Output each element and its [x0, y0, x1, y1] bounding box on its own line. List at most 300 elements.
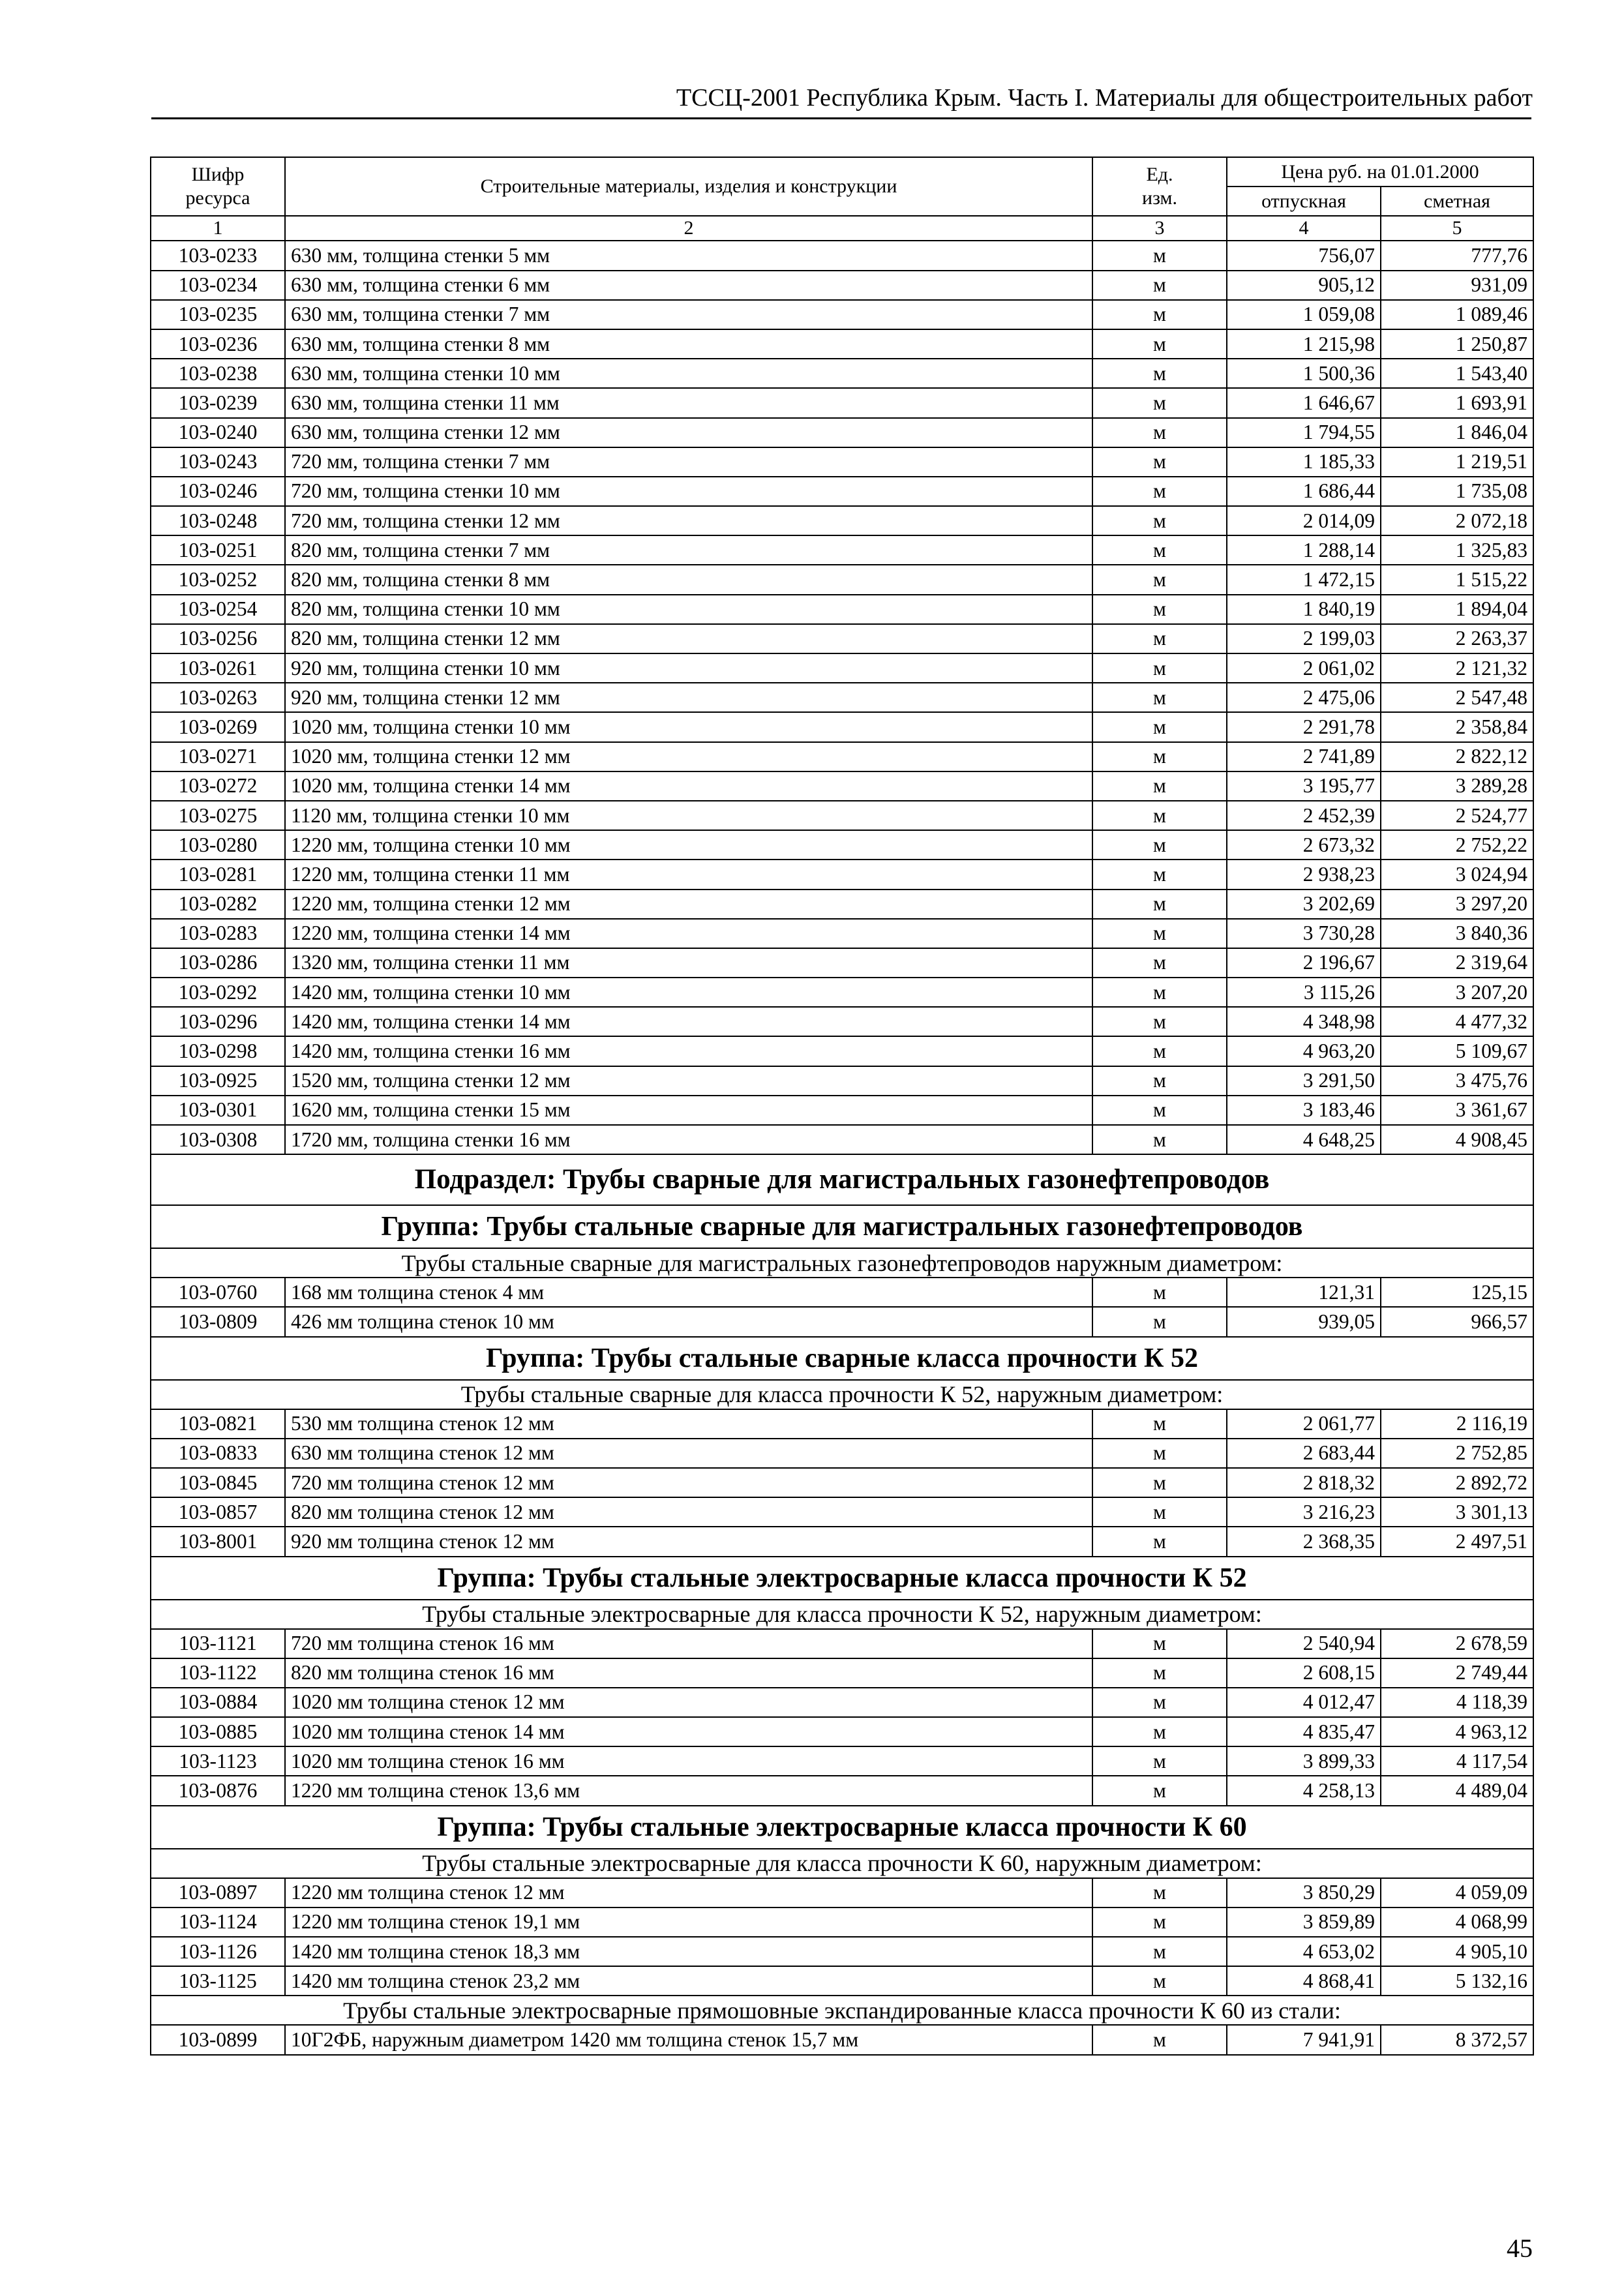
material-name: 820 мм толщина стенок 12 мм — [285, 1497, 1092, 1527]
unit: м — [1092, 1908, 1227, 1937]
resource-code: 103-0897 — [151, 1878, 285, 1908]
release-price: 2 291,78 — [1227, 712, 1381, 741]
resource-code: 103-0286 — [151, 948, 285, 978]
table-row — [151, 1125, 1533, 1154]
material-name: 1420 мм, толщина стенки 16 мм — [285, 1036, 1092, 1066]
table-row — [151, 919, 1533, 948]
unit: м — [1092, 1096, 1227, 1125]
material-name: 1220 мм толщина стенок 19,1 мм — [285, 1908, 1092, 1937]
unit: м — [1092, 1007, 1227, 1036]
table-row — [151, 653, 1533, 683]
unit: м — [1092, 1776, 1227, 1805]
release-price: 1 500,36 — [1227, 359, 1381, 388]
resource-code: 103-0280 — [151, 830, 285, 860]
estimate-price: 1 325,83 — [1381, 535, 1533, 565]
estimate-price: 4 905,10 — [1381, 1937, 1533, 1966]
estimate-price: 2 116,19 — [1381, 1409, 1533, 1439]
price-table — [150, 157, 1534, 2056]
col-number: 3 — [1092, 216, 1227, 241]
release-price: 3 195,77 — [1227, 771, 1381, 801]
table-row — [151, 742, 1533, 771]
material-name: 920 мм толщина стенок 12 мм — [285, 1527, 1092, 1556]
resource-code: 103-0243 — [151, 447, 285, 477]
estimate-price: 3 361,67 — [1381, 1096, 1533, 1125]
material-name: 1020 мм толщина стенок 14 мм — [285, 1717, 1092, 1746]
material-name: 630 мм, толщина стенки 7 мм — [285, 300, 1092, 329]
group-heading: Группа: Трубы стальные электросварные класса прочности К 52 — [151, 1557, 1533, 1600]
col-number: 1 — [151, 216, 285, 241]
release-price: 3 899,33 — [1227, 1746, 1381, 1776]
resource-code: 103-0272 — [151, 771, 285, 801]
resource-code: 103-0248 — [151, 506, 285, 535]
group-heading-row — [151, 1205, 1533, 1248]
unit: м — [1092, 1937, 1227, 1966]
release-price: 7 941,91 — [1227, 2025, 1381, 2054]
price-table-header — [151, 157, 1533, 241]
estimate-price: 966,57 — [1381, 1307, 1533, 1336]
estimate-price: 4 117,54 — [1381, 1746, 1533, 1776]
estimate-price: 4 068,99 — [1381, 1908, 1533, 1937]
resource-code: 103-8001 — [151, 1527, 285, 1556]
col-number: 5 — [1381, 216, 1533, 241]
table-row — [151, 1468, 1533, 1497]
unit: м — [1092, 329, 1227, 359]
unit: м — [1092, 712, 1227, 741]
estimate-price: 2 121,32 — [1381, 653, 1533, 683]
release-price: 4 012,47 — [1227, 1688, 1381, 1717]
resource-code: 103-1121 — [151, 1629, 285, 1658]
table-row — [151, 1717, 1533, 1746]
page-header-title: ТССЦ-2001 Республика Крым. Часть I. Материалы для общестроительных работ — [676, 84, 1533, 112]
release-price: 1 215,98 — [1227, 329, 1381, 359]
table-row — [151, 801, 1533, 830]
release-price: 3 115,26 — [1227, 978, 1381, 1007]
release-price: 2 741,89 — [1227, 742, 1381, 771]
release-price: 2 608,15 — [1227, 1658, 1381, 1688]
material-name: 820 мм, толщина стенки 12 мм — [285, 624, 1092, 653]
estimate-price: 2 263,37 — [1381, 624, 1533, 653]
resource-code: 103-0252 — [151, 565, 285, 594]
release-price: 2 368,35 — [1227, 1527, 1381, 1556]
estimate-price: 3 840,36 — [1381, 919, 1533, 948]
resource-code: 103-0885 — [151, 1717, 285, 1746]
unit: м — [1092, 683, 1227, 712]
estimate-price: 2 678,59 — [1381, 1629, 1533, 1658]
release-price: 4 963,20 — [1227, 1036, 1381, 1066]
material-name: 1220 мм толщина стенок 12 мм — [285, 1878, 1092, 1908]
estimate-price: 2 072,18 — [1381, 506, 1533, 535]
price-table-body — [151, 241, 1533, 2054]
material-name: 1420 мм толщина стенок 18,3 мм — [285, 1937, 1092, 1966]
material-name: 720 мм, толщина стенки 7 мм — [285, 447, 1092, 477]
resource-code: 103-0275 — [151, 801, 285, 830]
resource-code: 103-0308 — [151, 1125, 285, 1154]
table-row — [151, 1278, 1533, 1307]
group-heading-row — [151, 1806, 1533, 1849]
estimate-price: 2 524,77 — [1381, 801, 1533, 830]
table-row — [151, 477, 1533, 506]
group-note-row — [151, 1600, 1533, 1629]
estimate-price: 1 219,51 — [1381, 447, 1533, 477]
unit: м — [1092, 1658, 1227, 1688]
table-row — [151, 1307, 1533, 1336]
material-name: 820 мм толщина стенок 16 мм — [285, 1658, 1092, 1688]
group-note: Трубы стальные электросварные прямошовные экспандированные класса прочности К 60 из стали: — [151, 1996, 1533, 2025]
resource-code: 103-0234 — [151, 271, 285, 300]
resource-code: 103-0261 — [151, 653, 285, 683]
group-note: Трубы стальные сварные для магистральных газонефтепроводов наружным диаметром: — [151, 1248, 1533, 1278]
estimate-price: 1 250,87 — [1381, 329, 1533, 359]
resource-code: 103-0239 — [151, 388, 285, 417]
release-price: 1 646,67 — [1227, 388, 1381, 417]
material-name: 530 мм толщина стенок 12 мм — [285, 1409, 1092, 1439]
table-row — [151, 329, 1533, 359]
resource-code: 103-0876 — [151, 1776, 285, 1805]
estimate-price: 2 749,44 — [1381, 1658, 1533, 1688]
release-price: 1 472,15 — [1227, 565, 1381, 594]
estimate-price: 4 908,45 — [1381, 1125, 1533, 1154]
resource-code: 103-0269 — [151, 712, 285, 741]
material-name: 820 мм, толщина стенки 10 мм — [285, 595, 1092, 624]
unit: м — [1092, 1878, 1227, 1908]
material-name: 10Г2ФБ, наружным диаметром 1420 мм толщина стенок 15,7 мм — [285, 2025, 1092, 2054]
release-price: 3 183,46 — [1227, 1096, 1381, 1125]
unit: м — [1092, 919, 1227, 948]
estimate-price: 2 547,48 — [1381, 683, 1533, 712]
unit: м — [1092, 1629, 1227, 1658]
estimate-price: 931,09 — [1381, 271, 1533, 300]
table-row — [151, 860, 1533, 889]
resource-code: 103-0283 — [151, 919, 285, 948]
resource-code: 103-0281 — [151, 860, 285, 889]
material-name: 820 мм, толщина стенки 8 мм — [285, 565, 1092, 594]
material-name: 1420 мм, толщина стенки 14 мм — [285, 1007, 1092, 1036]
estimate-price: 4 489,04 — [1381, 1776, 1533, 1805]
estimate-price: 5 132,16 — [1381, 1966, 1533, 1996]
release-price: 121,31 — [1227, 1278, 1381, 1307]
resource-code: 103-0821 — [151, 1409, 285, 1439]
resource-code: 103-1124 — [151, 1908, 285, 1937]
material-name: 630 мм, толщина стенки 11 мм — [285, 388, 1092, 417]
group-note: Трубы стальные сварные для класса прочности К 52, наружным диаметром: — [151, 1380, 1533, 1409]
col-header-price: Цена руб. на 01.01.2000 — [1227, 157, 1533, 187]
estimate-price: 3 207,20 — [1381, 978, 1533, 1007]
estimate-price: 1 693,91 — [1381, 388, 1533, 417]
table-row — [151, 1937, 1533, 1966]
resource-code: 103-0925 — [151, 1066, 285, 1096]
table-row — [151, 1746, 1533, 1776]
resource-code: 103-0298 — [151, 1036, 285, 1066]
unit: м — [1092, 1966, 1227, 1996]
resource-code: 103-0884 — [151, 1688, 285, 1717]
release-price: 2 452,39 — [1227, 801, 1381, 830]
resource-code: 103-0235 — [151, 300, 285, 329]
col-header-unit: Ед. изм. — [1092, 157, 1227, 216]
group-note-row — [151, 1380, 1533, 1409]
resource-code: 103-1125 — [151, 1966, 285, 1996]
table-row — [151, 1066, 1533, 1096]
release-price: 1 185,33 — [1227, 447, 1381, 477]
table-row — [151, 890, 1533, 919]
material-name: 1220 мм, толщина стенки 14 мм — [285, 919, 1092, 948]
material-name: 1020 мм, толщина стенки 12 мм — [285, 742, 1092, 771]
estimate-price: 1 894,04 — [1381, 595, 1533, 624]
release-price: 4 835,47 — [1227, 1717, 1381, 1746]
release-price: 2 475,06 — [1227, 683, 1381, 712]
table-row — [151, 447, 1533, 477]
resource-code: 103-1126 — [151, 1937, 285, 1966]
estimate-price: 777,76 — [1381, 241, 1533, 270]
release-price: 3 202,69 — [1227, 890, 1381, 919]
material-name: 630 мм, толщина стенки 5 мм — [285, 241, 1092, 270]
release-price: 2 196,67 — [1227, 948, 1381, 978]
page-number: 45 — [1507, 2234, 1533, 2263]
estimate-price: 1 846,04 — [1381, 418, 1533, 447]
unit: м — [1092, 1688, 1227, 1717]
material-name: 1220 мм толщина стенок 13,6 мм — [285, 1776, 1092, 1805]
release-price: 939,05 — [1227, 1307, 1381, 1336]
release-price: 3 850,29 — [1227, 1878, 1381, 1908]
release-price: 2 540,94 — [1227, 1629, 1381, 1658]
resource-code: 103-0271 — [151, 742, 285, 771]
subsection-heading: Подраздел: Трубы сварные для магистральных газонефтепроводов — [151, 1154, 1533, 1205]
resource-code: 103-0233 — [151, 241, 285, 270]
estimate-price: 2 752,22 — [1381, 830, 1533, 860]
unit: м — [1092, 1497, 1227, 1527]
unit: м — [1092, 271, 1227, 300]
estimate-price: 5 109,67 — [1381, 1036, 1533, 1066]
resource-code: 103-0263 — [151, 683, 285, 712]
table-row — [151, 300, 1533, 329]
group-heading-row — [151, 1337, 1533, 1380]
resource-code: 103-1122 — [151, 1658, 285, 1688]
estimate-price: 2 892,72 — [1381, 1468, 1533, 1497]
table-row — [151, 271, 1533, 300]
table-row — [151, 2025, 1533, 2054]
resource-code: 103-0236 — [151, 329, 285, 359]
unit: м — [1092, 565, 1227, 594]
table-row — [151, 1409, 1533, 1439]
resource-code: 103-1123 — [151, 1746, 285, 1776]
group-heading: Группа: Трубы стальные электросварные класса прочности К 60 — [151, 1806, 1533, 1849]
material-name: 1020 мм, толщина стенки 14 мм — [285, 771, 1092, 801]
group-note-row — [151, 1996, 1533, 2025]
material-name: 1620 мм, толщина стенки 15 мм — [285, 1096, 1092, 1125]
estimate-price: 3 289,28 — [1381, 771, 1533, 801]
estimate-price: 3 301,13 — [1381, 1497, 1533, 1527]
unit: м — [1092, 300, 1227, 329]
unit: м — [1092, 1125, 1227, 1154]
table-row — [151, 624, 1533, 653]
resource-code: 103-0296 — [151, 1007, 285, 1036]
table-row — [151, 595, 1533, 624]
release-price: 4 258,13 — [1227, 1776, 1381, 1805]
material-name: 1020 мм толщина стенок 12 мм — [285, 1688, 1092, 1717]
release-price: 2 199,03 — [1227, 624, 1381, 653]
material-name: 1420 мм, толщина стенки 10 мм — [285, 978, 1092, 1007]
estimate-price: 1 515,22 — [1381, 565, 1533, 594]
group-heading: Группа: Трубы стальные сварные класса прочности К 52 — [151, 1337, 1533, 1380]
unit: м — [1092, 447, 1227, 477]
estimate-price: 4 118,39 — [1381, 1688, 1533, 1717]
resource-code: 103-0899 — [151, 2025, 285, 2054]
resource-code: 103-0254 — [151, 595, 285, 624]
table-row — [151, 978, 1533, 1007]
unit: м — [1092, 860, 1227, 889]
unit: м — [1092, 1439, 1227, 1468]
resource-code: 103-0251 — [151, 535, 285, 565]
unit: м — [1092, 624, 1227, 653]
unit: м — [1092, 771, 1227, 801]
unit: м — [1092, 1468, 1227, 1497]
unit: м — [1092, 1717, 1227, 1746]
material-name: 720 мм, толщина стенки 10 мм — [285, 477, 1092, 506]
estimate-price: 1 735,08 — [1381, 477, 1533, 506]
unit: м — [1092, 388, 1227, 417]
table-row — [151, 1776, 1533, 1805]
estimate-price: 4 059,09 — [1381, 1878, 1533, 1908]
table-row — [151, 535, 1533, 565]
unit: м — [1092, 978, 1227, 1007]
table-row — [151, 359, 1533, 388]
material-name: 426 мм толщина стенок 10 мм — [285, 1307, 1092, 1336]
table-row — [151, 1036, 1533, 1066]
col-header-code: Шифр ресурса — [151, 157, 285, 216]
estimate-price: 3 297,20 — [1381, 890, 1533, 919]
release-price: 2 014,09 — [1227, 506, 1381, 535]
unit: м — [1092, 1036, 1227, 1066]
release-price: 4 348,98 — [1227, 1007, 1381, 1036]
estimate-price: 2 822,12 — [1381, 742, 1533, 771]
release-price: 2 818,32 — [1227, 1468, 1381, 1497]
release-price: 1 840,19 — [1227, 595, 1381, 624]
material-name: 1020 мм, толщина стенки 10 мм — [285, 712, 1092, 741]
resource-code: 103-0809 — [151, 1307, 285, 1336]
resource-code: 103-0292 — [151, 978, 285, 1007]
release-price: 1 686,44 — [1227, 477, 1381, 506]
material-name: 720 мм толщина стенок 12 мм — [285, 1468, 1092, 1497]
resource-code: 103-0256 — [151, 624, 285, 653]
release-price: 905,12 — [1227, 271, 1381, 300]
resource-code: 103-0301 — [151, 1096, 285, 1125]
unit: м — [1092, 506, 1227, 535]
header-divider — [151, 117, 1531, 119]
estimate-price: 2 497,51 — [1381, 1527, 1533, 1556]
estimate-price: 1 543,40 — [1381, 359, 1533, 388]
release-price: 2 061,77 — [1227, 1409, 1381, 1439]
unit: м — [1092, 1746, 1227, 1776]
col-number: 2 — [285, 216, 1092, 241]
resource-code: 103-0238 — [151, 359, 285, 388]
release-price: 3 859,89 — [1227, 1908, 1381, 1937]
material-name: 630 мм толщина стенок 12 мм — [285, 1439, 1092, 1468]
estimate-price: 2 319,64 — [1381, 948, 1533, 978]
unit: м — [1092, 1307, 1227, 1336]
group-note-row — [151, 1248, 1533, 1278]
estimate-price: 2 358,84 — [1381, 712, 1533, 741]
material-name: 1220 мм, толщина стенки 12 мм — [285, 890, 1092, 919]
resource-code: 103-0845 — [151, 1468, 285, 1497]
unit: м — [1092, 742, 1227, 771]
table-row — [151, 771, 1533, 801]
group-note-row — [151, 1849, 1533, 1878]
estimate-price: 3 475,76 — [1381, 1066, 1533, 1096]
release-price: 2 938,23 — [1227, 860, 1381, 889]
table-row — [151, 388, 1533, 417]
unit: м — [1092, 2025, 1227, 2054]
table-row — [151, 1658, 1533, 1688]
resource-code: 103-0282 — [151, 890, 285, 919]
unit: м — [1092, 1066, 1227, 1096]
col-header-name: Строительные материалы, изделия и конструкции — [285, 157, 1092, 216]
group-note: Трубы стальные электросварные для класса прочности К 60, наружным диаметром: — [151, 1849, 1533, 1878]
material-name: 630 мм, толщина стенки 6 мм — [285, 271, 1092, 300]
unit: м — [1092, 1278, 1227, 1307]
release-price: 1 059,08 — [1227, 300, 1381, 329]
table-row — [151, 1908, 1533, 1937]
material-name: 1420 мм толщина стенок 23,2 мм — [285, 1966, 1092, 1996]
release-price: 1 794,55 — [1227, 418, 1381, 447]
unit: м — [1092, 948, 1227, 978]
table-row — [151, 1629, 1533, 1658]
release-price: 1 288,14 — [1227, 535, 1381, 565]
table-row — [151, 241, 1533, 270]
release-price: 4 868,41 — [1227, 1966, 1381, 1996]
group-heading-row — [151, 1557, 1533, 1600]
table-row — [151, 418, 1533, 447]
material-name: 168 мм толщина стенок 4 мм — [285, 1278, 1092, 1307]
release-price: 4 648,25 — [1227, 1125, 1381, 1154]
table-row — [151, 1688, 1533, 1717]
release-price: 756,07 — [1227, 241, 1381, 270]
col-header-estimate-price: сметная — [1381, 187, 1533, 216]
estimate-price: 2 752,85 — [1381, 1439, 1533, 1468]
unit: м — [1092, 241, 1227, 270]
unit: м — [1092, 830, 1227, 860]
resource-code: 103-0833 — [151, 1439, 285, 1468]
table-row — [151, 1878, 1533, 1908]
table-row — [151, 1007, 1533, 1036]
estimate-price: 8 372,57 — [1381, 2025, 1533, 2054]
release-price: 4 653,02 — [1227, 1937, 1381, 1966]
estimate-price: 4 963,12 — [1381, 1717, 1533, 1746]
material-name: 1520 мм, толщина стенки 12 мм — [285, 1066, 1092, 1096]
table-row — [151, 1096, 1533, 1125]
release-price: 2 061,02 — [1227, 653, 1381, 683]
table-row — [151, 1439, 1533, 1468]
table-row — [151, 1966, 1533, 1996]
unit: м — [1092, 359, 1227, 388]
material-name: 1220 мм, толщина стенки 10 мм — [285, 830, 1092, 860]
material-name: 1020 мм толщина стенок 16 мм — [285, 1746, 1092, 1776]
table-row — [151, 1497, 1533, 1527]
material-name: 720 мм, толщина стенки 12 мм — [285, 506, 1092, 535]
resource-code: 103-0857 — [151, 1497, 285, 1527]
table-row — [151, 948, 1533, 978]
material-name: 1220 мм, толщина стенки 11 мм — [285, 860, 1092, 889]
table-row — [151, 830, 1533, 860]
unit: м — [1092, 1527, 1227, 1556]
release-price: 2 683,44 — [1227, 1439, 1381, 1468]
group-heading: Группа: Трубы стальные сварные для магистральных газонефтепроводов — [151, 1205, 1533, 1248]
table-row — [151, 712, 1533, 741]
material-name: 630 мм, толщина стенки 12 мм — [285, 418, 1092, 447]
release-price: 3 216,23 — [1227, 1497, 1381, 1527]
material-name: 920 мм, толщина стенки 10 мм — [285, 653, 1092, 683]
material-name: 820 мм, толщина стенки 7 мм — [285, 535, 1092, 565]
material-name: 920 мм, толщина стенки 12 мм — [285, 683, 1092, 712]
material-name: 1720 мм, толщина стенки 16 мм — [285, 1125, 1092, 1154]
